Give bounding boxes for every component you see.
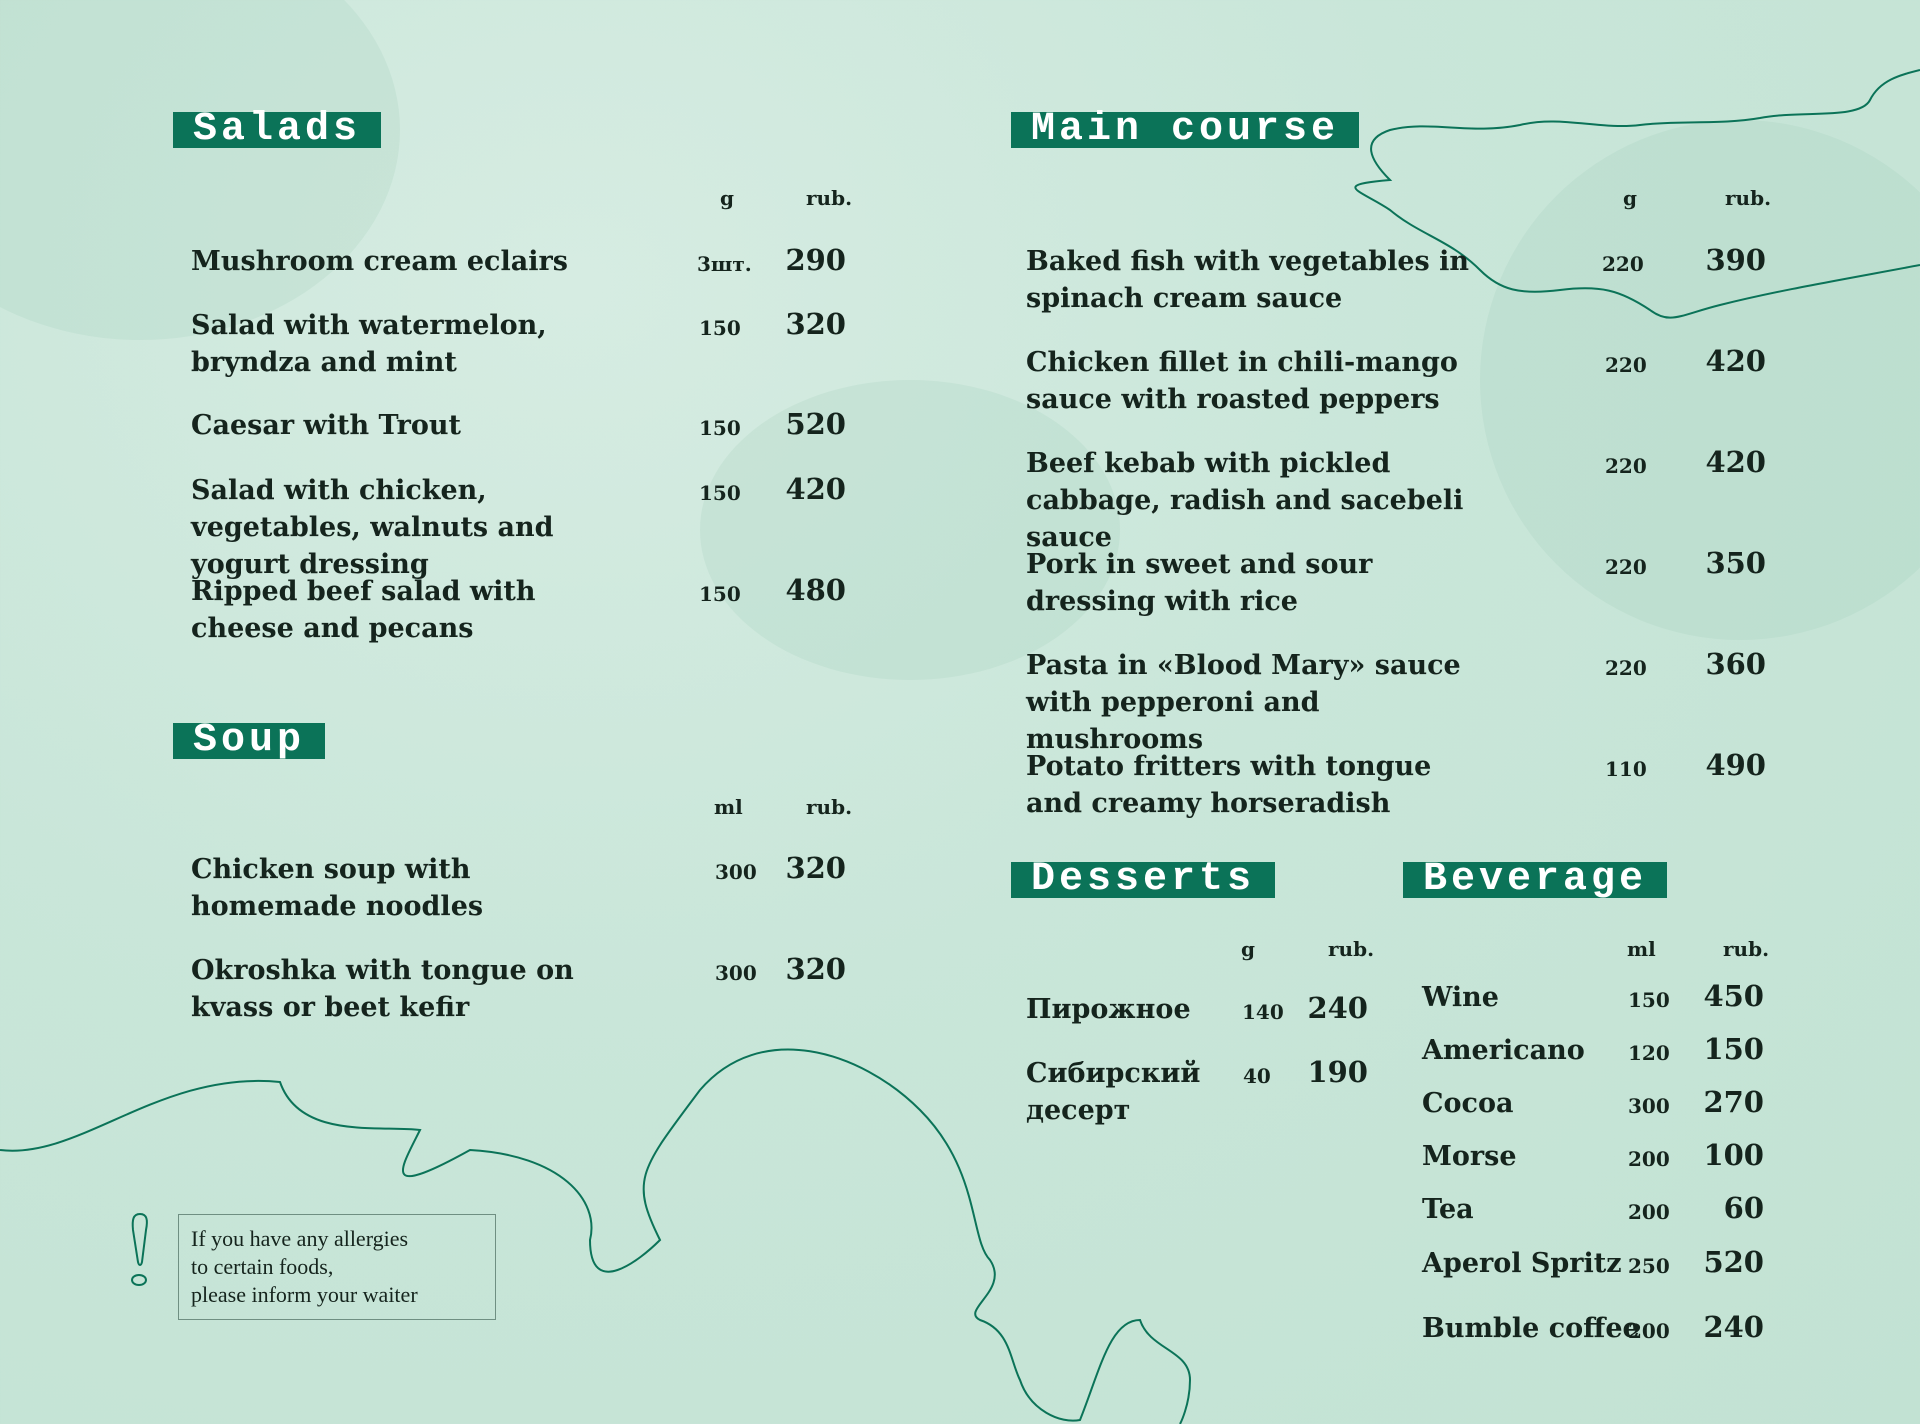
menu-item-price: 360 (1705, 647, 1766, 681)
menu-item-qty: 140 (1242, 1000, 1284, 1024)
salads-title: Salads (173, 112, 381, 148)
menu-item-price: 520 (785, 407, 846, 441)
exclamation-icon (128, 1212, 152, 1288)
menu-item-price: 420 (1705, 344, 1766, 378)
menu-item-qty: 40 (1243, 1064, 1271, 1088)
menu-item-qty: 150 (699, 416, 741, 440)
menu-item-name: Pork in sweet and sour dressing with rice (1026, 549, 1373, 617)
menu-item-qty: 220 (1605, 454, 1647, 478)
menu-item-name: Potato fritters with tongue and creamy horseradish (1026, 751, 1432, 819)
menu-item-name: Americano (1422, 1035, 1585, 1066)
beverage-title: Beverage (1403, 862, 1667, 898)
menu-item-name: Chicken fillet in chili-mango sauce with roasted peppers (1026, 347, 1458, 415)
menu-item-qty: 120 (1628, 1041, 1670, 1065)
menu-item-name: Cocoa (1422, 1088, 1514, 1119)
menu-item-price: 290 (785, 243, 846, 277)
menu-item-name: Tea (1422, 1194, 1474, 1225)
menu-item-qty: 300 (715, 860, 757, 884)
menu-item-name: Beef kebab with pickled cabbage, radish and sacebeli sauce (1026, 448, 1464, 553)
menu-item-qty: 200 (1628, 1319, 1670, 1343)
allergy-note-line: If you have any allergies (191, 1226, 409, 1251)
menu-item-name: Pasta in «Blood Mary» sauce with pepperoni and mushrooms (1026, 650, 1461, 755)
menu-item-name: Caesar with Trout (191, 410, 461, 441)
menu-item-price: 490 (1705, 748, 1766, 782)
salads-price-header: rub. (806, 186, 853, 210)
menu-item-price: 240 (1307, 991, 1368, 1025)
main-price-header: rub. (1725, 186, 1772, 210)
menu-item-price: 420 (1705, 445, 1766, 479)
salads-qty-header: g (720, 186, 734, 210)
menu-item-name: Ripped beef salad with cheese and pecans (191, 576, 536, 644)
menu-item-price: 350 (1705, 546, 1766, 580)
main-course-title: Main course (1011, 112, 1359, 148)
menu-item-name: Пирожное (1026, 994, 1191, 1025)
desserts-qty-header: g (1241, 937, 1255, 961)
menu-item-qty: 200 (1628, 1147, 1670, 1171)
allergy-note-line: please inform your waiter (191, 1282, 418, 1307)
desserts-title: Desserts (1011, 862, 1275, 898)
menu-item-name: Okroshka with tongue on kvass or beet kefir (191, 955, 574, 1023)
menu-item-price: 60 (1723, 1191, 1764, 1225)
menu-item-qty: 110 (1605, 757, 1647, 781)
menu-item-name: Salad with chicken, vegetables, walnuts and yogurt dressing (191, 475, 554, 580)
menu-item-qty: 3шт. (697, 252, 752, 276)
menu-item-qty: 220 (1605, 656, 1647, 680)
menu-item-price: 240 (1703, 1310, 1764, 1344)
menu-item-price: 320 (785, 851, 846, 885)
allergy-note (178, 1214, 496, 1320)
menu-item-price: 420 (785, 472, 846, 506)
beverage-price-header: rub. (1723, 937, 1770, 961)
menu-item-price: 390 (1705, 243, 1766, 277)
menu-item-name: Wine (1422, 982, 1499, 1013)
menu-item-qty: 150 (699, 481, 741, 505)
menu-item-price: 190 (1307, 1055, 1368, 1089)
menu-item-qty: 250 (1628, 1254, 1670, 1278)
menu-item-price: 150 (1703, 1032, 1764, 1066)
menu-item-qty: 150 (699, 582, 741, 606)
menu-item-name: Сибирский десерт (1026, 1058, 1201, 1126)
menu-item-price: 520 (1703, 1245, 1764, 1279)
menu-item-price: 480 (785, 573, 846, 607)
allergy-note-line: to certain foods, (191, 1254, 334, 1279)
menu-item-name: Bumble coffee (1422, 1313, 1640, 1344)
soup-title: Soup (173, 723, 325, 759)
menu-item-qty: 220 (1602, 252, 1644, 276)
soup-qty-header: ml (714, 795, 743, 819)
menu-item-price: 100 (1703, 1138, 1764, 1172)
menu-item-qty: 300 (715, 961, 757, 985)
menu-item-qty: 220 (1605, 353, 1647, 377)
menu-item-name: Chicken soup with homemade noodles (191, 854, 484, 922)
menu-item-qty: 220 (1605, 555, 1647, 579)
menu-item-price: 450 (1703, 979, 1764, 1013)
menu-item-price: 320 (785, 952, 846, 986)
menu-item-name: Aperol Spritz (1422, 1248, 1622, 1279)
desserts-price-header: rub. (1328, 937, 1375, 961)
menu-item-qty: 300 (1628, 1094, 1670, 1118)
main-qty-header: g (1623, 186, 1637, 210)
menu-item-name: Salad with watermelon, bryndza and mint (191, 310, 547, 378)
soup-price-header: rub. (806, 795, 853, 819)
menu-item-qty: 200 (1628, 1200, 1670, 1224)
beverage-qty-header: ml (1627, 937, 1656, 961)
menu-item-name: Baked fish with vegetables in spinach cream sauce (1026, 246, 1470, 314)
menu-item-price: 320 (785, 307, 846, 341)
menu-item-price: 270 (1703, 1085, 1764, 1119)
menu-item-qty: 150 (699, 316, 741, 340)
menu-item-name: Mushroom cream eclairs (191, 246, 568, 277)
menu-item-qty: 150 (1628, 988, 1670, 1012)
menu-item-name: Morse (1422, 1141, 1517, 1172)
